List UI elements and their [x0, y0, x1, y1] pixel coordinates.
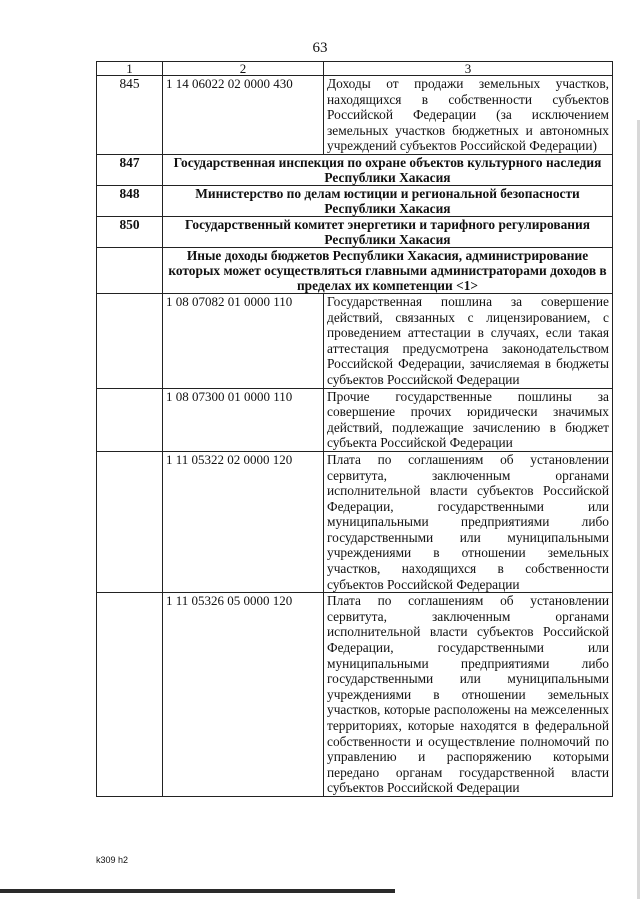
- administrator-row: [97, 216, 613, 247]
- table-row: [97, 388, 613, 451]
- administrator-name-cell: Государственная инспекция по охране объектов культурного наследия Республики Хакасия: [163, 154, 613, 185]
- admin-number-cell: 845: [97, 76, 163, 155]
- revenue-code-cell: 1 08 07082 01 0000 110: [163, 293, 324, 388]
- revenue-codes-table: [96, 61, 613, 797]
- admin-number-cell: 848: [97, 185, 163, 216]
- admin-number-cell: 847: [97, 154, 163, 185]
- column-header-2: 2: [163, 62, 324, 76]
- revenue-description-cell: Прочие государственные пошлины за совершение прочих юридически значимых действий, подлежащие зачислению в бюджет субъекта Российской Федерации: [324, 388, 613, 451]
- admin-number-cell: [97, 451, 163, 592]
- revenue-description-cell: Плата по соглашениям об установлении сервитута, заключенным органами исполнительной власти субъектов Российской Федерации, государственными или муниципальными предприятиями либо государственными или муниципальными учреждениями в отношении земельных участков, находящихся в собственности субъектов Российской Федерации: [324, 451, 613, 592]
- table-row: [97, 593, 613, 797]
- column-header-row: [97, 62, 613, 76]
- column-header-1: 1: [97, 62, 163, 76]
- document-footer-code: k309 h2: [96, 855, 129, 865]
- column-header-3: 3: [324, 62, 613, 76]
- administrator-row: [97, 154, 613, 185]
- table-row: [97, 76, 613, 155]
- admin-number-cell: [97, 247, 163, 293]
- revenue-description-cell: Государственная пошлина за совершение действий, связанных с лицензированием, с проведением аттестации в случаях, если такая аттестация предусмотрена законодательством Российской Федерации, зачисляемая в бюджеты субъектов Российской Федерации: [324, 293, 613, 388]
- revenue-description-cell: Плата по соглашениям об установлении сервитута, заключенным органами исполнительной власти субъектов Российской Федерации, государственными или муниципальными предприятиями либо государственными или муниципальными учреждениями в отношении земельных участков, которые расположены на межселенных территориях, которые находятся в федеральной собственности и осуществление полномочий по управлению и распоряжению которыми передано органам государственной власти субъектов Российской Федерации: [324, 593, 613, 797]
- revenue-code-cell: 1 08 07300 01 0000 110: [163, 388, 324, 451]
- revenue-code-cell: 1 11 05326 05 0000 120: [163, 593, 324, 797]
- admin-number-cell: [97, 293, 163, 388]
- table-row: [97, 451, 613, 592]
- revenue-code-cell: 1 14 06022 02 0000 430: [163, 76, 324, 155]
- administrator-name-cell: Министерство по делам юстиции и региональной безопасности Республики Хакасия: [163, 185, 613, 216]
- admin-number-cell: [97, 593, 163, 797]
- revenue-description-cell: Доходы от продажи земельных участков, находящихся в собственности субъектов Российской Федерации (за исключением земельных участков бюджетных и автономных учреждений субъектов Российской Федерации): [324, 76, 613, 155]
- admin-number-cell: [97, 388, 163, 451]
- table-row: [97, 293, 613, 388]
- admin-number-cell: 850: [97, 216, 163, 247]
- administrator-row: [97, 185, 613, 216]
- scan-edge-bar: [0, 889, 395, 893]
- section-row: [97, 247, 613, 293]
- administrator-name-cell: Государственный комитет энергетики и тарифного регулирования Республики Хакасия: [163, 216, 613, 247]
- section-title-cell: Иные доходы бюджетов Республики Хакасия, администрирование которых может осуществляться главными администраторами доходов в пределах их компетенции <1>: [163, 247, 613, 293]
- page-number: 63: [312, 40, 328, 56]
- revenue-code-cell: 1 11 05322 02 0000 120: [163, 451, 324, 592]
